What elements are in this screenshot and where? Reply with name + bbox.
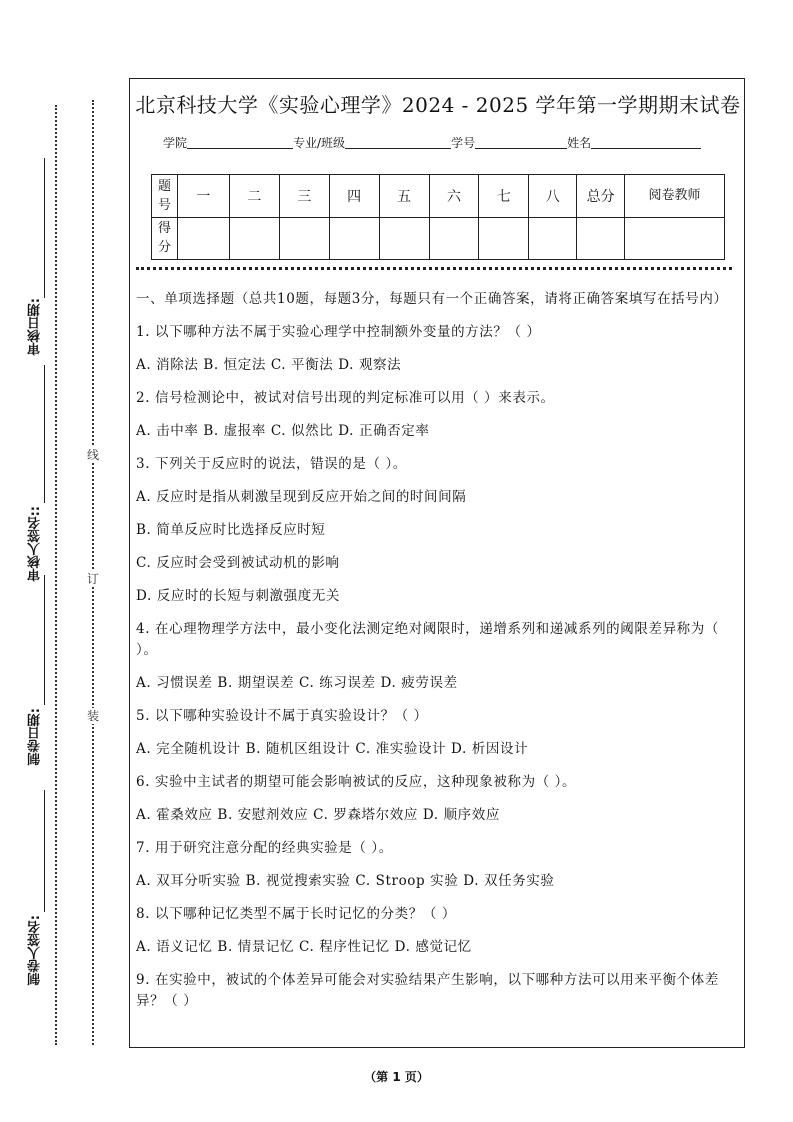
- review-date-label: 审核日期:: [28, 298, 43, 356]
- question-3-option-a: A. 反应时是指从刺激呈现到反应开始之间的时间间隔: [136, 489, 467, 505]
- question-5: 5. 以下哪种实验设计不属于真实验设计？（ ）: [136, 708, 428, 724]
- binding-char-line: 线: [86, 448, 99, 462]
- score-col-3: 三: [279, 175, 329, 218]
- name-field[interactable]: [591, 135, 701, 149]
- score-col-7: 七: [479, 175, 529, 218]
- score-row-header: 得分: [152, 217, 178, 260]
- score-col-5: 五: [379, 175, 429, 218]
- question-3-option-c: C. 反应时会受到被试动机的影响: [136, 555, 340, 571]
- binding-dotted-line-outer: [55, 105, 57, 1045]
- score-col-total: 总分: [577, 175, 625, 218]
- question-8: 8. 以下哪种记忆类型不属于长时记忆的分类？（ ）: [136, 906, 456, 922]
- exam-title: 北京科技大学《实验心理学》2024 - 2025 学年第一学期期末试卷: [135, 93, 741, 117]
- question-7: 7. 用于研究注意分配的经典实验是（ ）。: [136, 840, 393, 856]
- question-number-header: 题号: [152, 175, 178, 218]
- question-2-options: A. 击中率 B. 虚报率 C. 似然比 D. 正确否定率: [136, 423, 430, 439]
- score-cell-8[interactable]: [529, 217, 577, 260]
- score-col-4: 四: [329, 175, 379, 218]
- review-date-line: [44, 158, 45, 298]
- section-heading: 一、单项选择题（总共10题，每题3分，每题只有一个正确答案，请将正确答案填写在括号内）: [136, 291, 728, 307]
- page-number: （第 1 页）: [364, 1070, 429, 1084]
- binding-char-bind: 装: [86, 709, 99, 723]
- section-single-choice: [136, 289, 740, 1012]
- binding-char-staple: 订: [86, 572, 99, 586]
- major-class-field[interactable]: [345, 135, 451, 149]
- question-7-options: A. 双耳分听实验 B. 视觉搜索实验 C. Stroop 实验 D. 双任务实验: [136, 873, 555, 889]
- question-5-options: A. 完全随机设计 B. 随机区组设计 C. 准实验设计 D. 析因设计: [136, 741, 529, 757]
- student-info-row: [163, 134, 701, 151]
- score-cell-5[interactable]: [379, 217, 429, 260]
- paper-date-label: 制卷日期:: [28, 708, 43, 766]
- question-9: 9. 在实验中，被试的个体差异可能会对实验结果产生影响，以下哪种方法可以用来平衡个体差异？（ ）: [136, 972, 719, 1009]
- dotted-separator: [136, 267, 732, 270]
- reviewer-signature-label: 审核人签名::: [28, 506, 43, 582]
- question-3-option-d: D. 反应时的长短与刺激强度无关: [136, 588, 341, 604]
- exam-frame: [129, 78, 745, 1048]
- question-3: 3. 下列关于反应时的说法，错误的是（ ）。: [136, 456, 407, 472]
- question-1: 1. 以下哪种方法不属于实验心理学中控制额外变量的方法？（ ）: [136, 324, 541, 340]
- paper-maker-signature-label: 制卷人签名:: [28, 915, 43, 986]
- school-field[interactable]: [187, 135, 293, 149]
- score-cell-grader[interactable]: [625, 217, 725, 260]
- question-6: 6. 实验中主试者的期望可能会影响被试的反应，这种现象被称为（ ）。: [136, 774, 577, 790]
- paper-date-line: [44, 575, 45, 705]
- score-col-8: 八: [529, 175, 577, 218]
- question-4: 4. 在心理物理学方法中，最小变化法测定绝对阈限时，递增系列和递减系列的阈限差异称为（ ）。: [136, 621, 719, 658]
- question-1-options: A. 消除法 B. 恒定法 C. 平衡法 D. 观察法: [136, 357, 402, 373]
- score-cell-6[interactable]: [429, 217, 479, 260]
- score-cell-4[interactable]: [329, 217, 379, 260]
- question-8-options: A. 语义记忆 B. 情景记忆 C. 程序性记忆 D. 感觉记忆: [136, 939, 472, 955]
- score-col-grader: 阅卷教师: [625, 175, 725, 218]
- question-2: 2. 信号检测论中，被试对信号出现的判定标准可以用（ ）来表示。: [136, 390, 555, 406]
- question-6-options: A. 霍桑效应 B. 安慰剂效应 C. 罗森塔尔效应 D. 顺序效应: [136, 807, 500, 823]
- major-class-label: 专业/班级: [293, 136, 346, 150]
- score-cell-1[interactable]: [177, 217, 229, 260]
- question-3-option-b: B. 简单反应时比选择反应时短: [136, 522, 326, 538]
- score-cell-7[interactable]: [479, 217, 529, 260]
- question-4-options: A. 习惯误差 B. 期望误差 C. 练习误差 D. 疲劳误差: [136, 675, 458, 691]
- score-cell-total[interactable]: [577, 217, 625, 260]
- student-id-label: 学号: [451, 136, 476, 150]
- score-cell-2[interactable]: [229, 217, 279, 260]
- school-label: 学院: [163, 136, 188, 150]
- paper-maker-signature-line: [44, 790, 45, 912]
- student-id-field[interactable]: [475, 135, 567, 149]
- score-table: [151, 174, 725, 260]
- score-col-6: 六: [429, 175, 479, 218]
- name-label: 姓名: [567, 136, 592, 150]
- reviewer-signature-line: [44, 365, 45, 503]
- score-col-1: 一: [177, 175, 229, 218]
- score-col-2: 二: [229, 175, 279, 218]
- score-cell-3[interactable]: [279, 217, 329, 260]
